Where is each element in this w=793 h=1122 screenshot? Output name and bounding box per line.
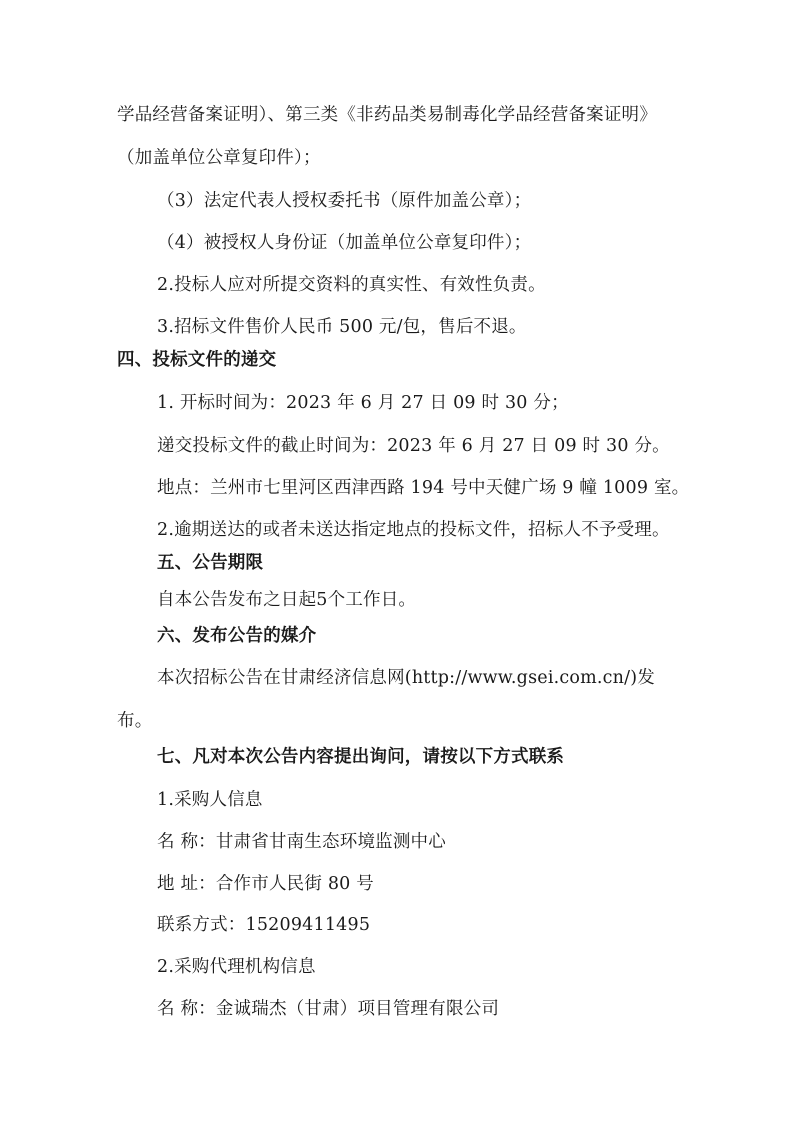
purchaser-address: 地 址：合作市人民街 80 号 [157,874,374,894]
paragraph-media: 本次招标公告在甘肃经济信息网(http://www.gsei.com.cn/)发 [157,668,655,688]
paragraph-late-submission: 2.逾期送达的或者未送达指定地点的投标文件，招标人不予受理。 [157,520,670,540]
paragraph-2: 2.投标人应对所提交资料的真实性、有效性负责。 [157,275,546,295]
list-item-3: （3）法定代表人授权委托书（原件加盖公章）； [157,191,532,211]
paragraph-deadline: 递交投标文件的截止时间为：2023 年 6 月 27 日 09 时 30 分。 [157,436,670,456]
purchaser-info-heading: 1.采购人信息 [157,790,263,810]
section-heading-4: 四、投标文件的递交 [117,350,277,370]
section-heading-7: 七、凡对本次公告内容提出询问，请按以下方式联系 [157,747,565,767]
purchaser-name: 名 称：甘肃省甘南生态环境监测中心 [157,832,446,852]
purchaser-contact: 联系方式：15209411495 [157,915,371,935]
section-heading-6: 六、发布公告的媒介 [157,626,317,646]
paragraph-3: 3.招标文件售价人民币 500 元/包，售后不退。 [157,317,527,337]
paragraph-opening-time: 1. 开标时间为：2023 年 6 月 27 日 09 时 30 分； [157,393,569,413]
list-item-4: （4）被授权人身份证（加盖单位公章复印件）； [157,233,532,253]
paragraph-media-continuation: 布。 [117,711,153,731]
section-heading-5: 五、公告期限 [157,553,264,573]
paragraph-period: 自本公告发布之日起5个工作日。 [157,590,417,610]
agency-name: 名 称：金诚瑞杰（甘肃）项目管理有限公司 [157,999,500,1019]
text-line-continuation: （加盖单位公章复印件）； [117,148,321,168]
text-line-continuation: 学品经营备案证明）、第三类《非药品类易制毒化学品经营备案证明》 [117,105,657,125]
paragraph-location: 地点：兰州市七里河区西津西路 194 号中天健广场 9 幢 1009 室。 [157,478,690,498]
agency-info-heading: 2.采购代理机构信息 [157,957,316,977]
